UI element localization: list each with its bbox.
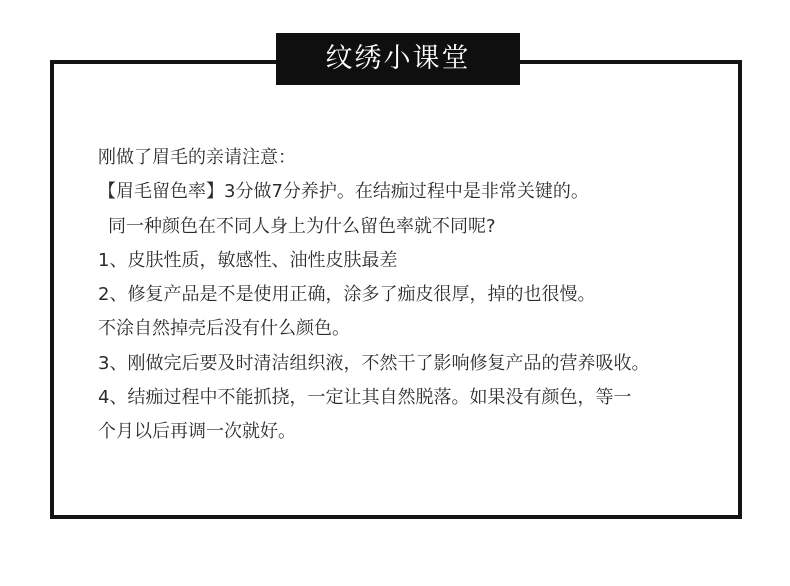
text-line-question: 同一种颜色在不同人身上为什么留色率就不同呢? bbox=[108, 215, 496, 237]
page-title: 纹绣小课堂 bbox=[276, 33, 520, 85]
text-line-retention-rate: 【眉毛留色率】3分做7分养护。在结痂过程中是非常关键的。 bbox=[98, 181, 589, 203]
text-line-point-2-cont: 不涂自然掉壳后没有什么颜色。 bbox=[98, 318, 350, 340]
text-line-point-4: 4、结痂过程中不能抓挠，一定让其自然脱落。如果没有颜色，等一 bbox=[98, 387, 632, 409]
text-line-point-3: 3、刚做完后要及时清洁组织液，不然干了影响修复产品的营养吸收。 bbox=[98, 352, 650, 374]
text-line-point-1: 1、皮肤性质，敏感性、油性皮肤最差 bbox=[98, 249, 398, 271]
notice-text-block bbox=[98, 148, 718, 457]
text-line-point-4-cont: 个月以后再调一次就好。 bbox=[98, 421, 296, 443]
text-line-point-2: 2、修复产品是不是使用正确，涂多了痂皮很厚，掉的也很慢。 bbox=[98, 284, 596, 306]
text-line-intro: 刚做了眉毛的亲请注意： bbox=[98, 147, 296, 168]
